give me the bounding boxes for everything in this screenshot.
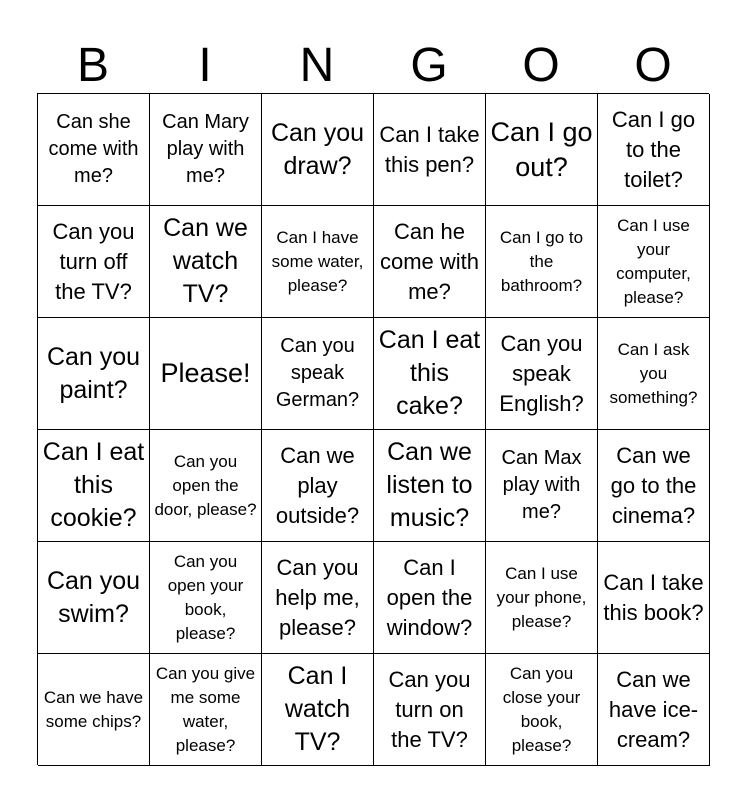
cell-text: Can I go to the bathroom?	[499, 227, 584, 295]
header-letter-b: B	[76, 39, 109, 92]
bingo-cell[interactable]	[150, 94, 262, 206]
bingo-cell-free[interactable]	[150, 318, 262, 430]
bingo-cell[interactable]	[486, 206, 598, 318]
cell-text: Can you swim?	[46, 566, 141, 628]
bingo-cell[interactable]	[262, 542, 374, 654]
bingo-header	[37, 38, 709, 94]
cell-text: Can you open the door, please?	[154, 451, 257, 519]
cell-text: Can we watch TV?	[163, 214, 248, 308]
cell-text: Can I eat this cake?	[378, 326, 481, 420]
cell-text: Please!	[160, 358, 251, 388]
cell-text: Can we play outside?	[275, 442, 360, 528]
cell-text: Can I take this book?	[603, 569, 704, 625]
bingo-cell[interactable]	[374, 430, 486, 542]
bingo-cell[interactable]	[38, 542, 150, 654]
cell-text: Can I use your phone, please?	[496, 563, 587, 631]
cell-text: Can you open your book, please?	[167, 551, 244, 643]
cell-text: Can I take this pen?	[379, 121, 480, 177]
bingo-cell[interactable]	[38, 318, 150, 430]
cell-text: Can I eat this cookie?	[42, 438, 145, 532]
cell-text: Can you turn off the TV?	[52, 218, 135, 304]
bingo-cell[interactable]	[598, 206, 710, 318]
cell-text: Can you paint?	[46, 342, 141, 404]
bingo-card-grid	[37, 93, 709, 765]
cell-text: Can you turn on the TV?	[388, 666, 471, 752]
cell-text: Can I use your computer, please?	[616, 215, 691, 307]
bingo-cell[interactable]	[38, 654, 150, 766]
bingo-cell[interactable]	[262, 430, 374, 542]
cell-text: Can I go to the toilet?	[611, 106, 696, 192]
bingo-cell[interactable]	[598, 542, 710, 654]
cell-text: Can we have ice-cream?	[608, 666, 699, 752]
bingo-cell[interactable]	[38, 206, 150, 318]
bingo-cell[interactable]	[598, 94, 710, 206]
cell-text: Can I ask you something?	[609, 339, 698, 407]
bingo-cell[interactable]	[486, 430, 598, 542]
bingo-cell[interactable]	[262, 94, 374, 206]
cell-text: Can you help me, please?	[275, 554, 360, 640]
header-letter-o: O	[522, 39, 560, 92]
cell-text: Can I go out?	[490, 116, 593, 182]
cell-text: Can he come with me?	[379, 218, 480, 304]
bingo-cell[interactable]	[598, 318, 710, 430]
cell-text: Can she come with me?	[48, 111, 139, 187]
bingo-cell[interactable]	[486, 94, 598, 206]
bingo-cell[interactable]	[374, 318, 486, 430]
cell-text: Can I open the window?	[386, 554, 473, 640]
cell-text: Can you speak English?	[499, 330, 584, 416]
cell-text: Can I have some water, please?	[271, 227, 364, 295]
bingo-cell[interactable]	[486, 318, 598, 430]
bingo-cell[interactable]	[150, 206, 262, 318]
header-letter-n: N	[299, 39, 335, 92]
cell-text: Can I watch TV?	[284, 662, 351, 756]
bingo-cell[interactable]	[486, 542, 598, 654]
bingo-cell[interactable]	[374, 654, 486, 766]
bingo-cell[interactable]	[150, 542, 262, 654]
bingo-cell[interactable]	[598, 430, 710, 542]
cell-text: Can we have some chips?	[43, 687, 144, 731]
header-letter-i: I	[198, 39, 212, 92]
cell-text: Can we listen to music?	[386, 438, 473, 532]
cell-text: Can we go to the cinema?	[610, 442, 697, 528]
bingo-cell[interactable]	[374, 542, 486, 654]
cell-text: Can you speak German?	[275, 335, 360, 411]
bingo-cell[interactable]	[150, 654, 262, 766]
bingo-cell[interactable]	[486, 654, 598, 766]
bingo-cell[interactable]	[262, 206, 374, 318]
bingo-cell[interactable]	[598, 654, 710, 766]
cell-text: Can Max play with me?	[501, 447, 582, 523]
cell-text: Can Mary play with me?	[162, 111, 249, 187]
header-letter-g: G	[410, 39, 448, 92]
header-letter-o-2: O	[634, 39, 672, 92]
bingo-cell[interactable]	[374, 94, 486, 206]
bingo-cell[interactable]	[262, 654, 374, 766]
cell-text: Can you close your book, please?	[502, 663, 581, 755]
bingo-cell[interactable]	[374, 206, 486, 318]
bingo-cell[interactable]	[38, 94, 150, 206]
bingo-cell[interactable]	[38, 430, 150, 542]
bingo-cell[interactable]	[262, 318, 374, 430]
bingo-cell[interactable]	[150, 430, 262, 542]
cell-text: Can you give me some water, please?	[155, 663, 256, 755]
cell-text: Can you draw?	[270, 118, 365, 180]
